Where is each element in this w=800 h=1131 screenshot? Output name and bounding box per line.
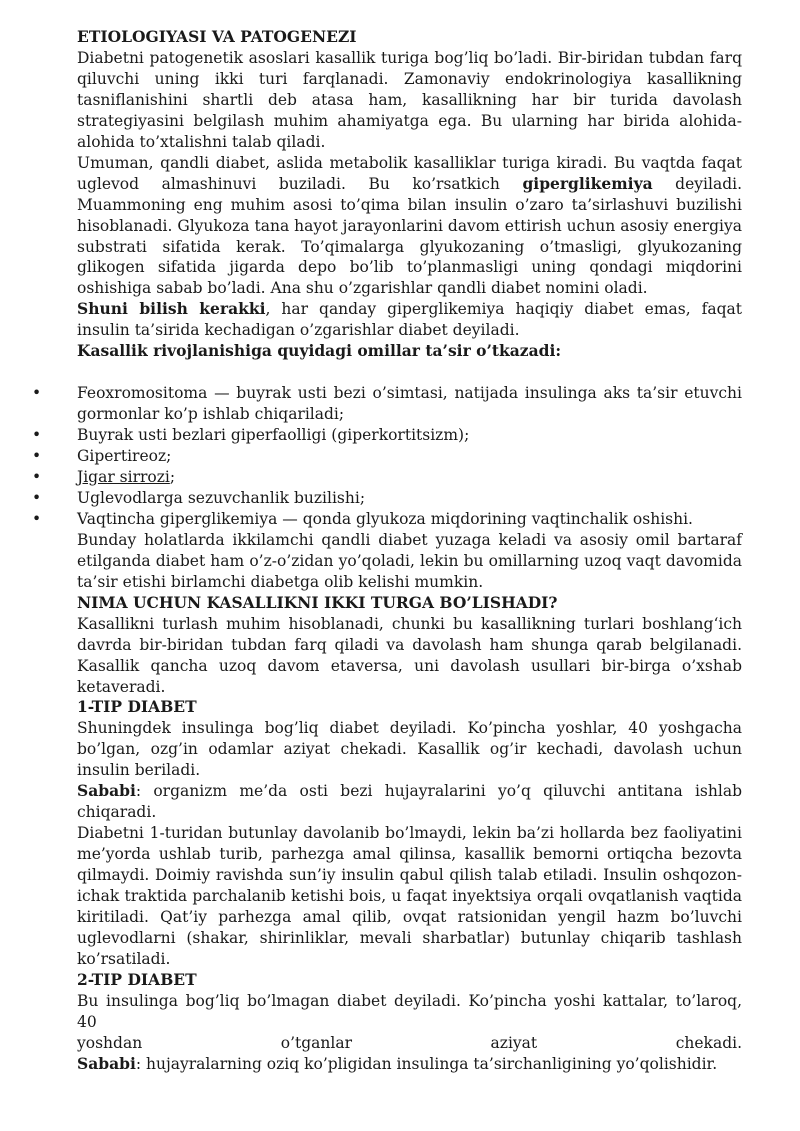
factors-list xyxy=(77,383,742,530)
paragraph-pathogenesis-basis: Diabetni patogenetik asoslari kasallik turiga bog’liq bo’ladi. Bir-biridan tubdan farq qiluvchi uning ikki turi farqlanadi. Zamonaviy endokrinologiya kasallikning tasniflanishini shartli deb atasa ham, kasallikning har bir turida davolash strategiyasini belgilash muhim ahamiyatga ega. Bu ularning har birida alohida-alohida to’xtalishni talab qiladi. xyxy=(77,48,742,151)
heading-etiology: ETIOLOGIYASI VA PATOGENEZI xyxy=(77,27,357,46)
heading-type2: 2-TIP DIABET xyxy=(77,969,197,989)
list-item xyxy=(77,467,742,488)
paragraph-type1-intro: Shuningdek insulinga bog’liq diabet deyiladi. Ko’pincha yoshlar, 40 yoshgacha bo’lgan, ozg’in odamlar aziyat chekadi. Kasallik og’ir kechadi, davolash uchun insulin beriladi. xyxy=(77,719,742,780)
paragraph-secondary-diabetes: Bunday holatlarda ikkilamchi qandli diabet yuzaga keladi va asosiy omil bartaraf etilganda diabet ham o’z-o’zidan yo’qoladi, lekin bu omillarning uzoq vaqt davomida ta’sir etishi birlamchi diabetga olib kelishi mumkin. xyxy=(77,530,742,591)
cause-label: Sababi xyxy=(77,781,136,801)
paragraph-type2-cause xyxy=(77,1054,742,1075)
term-hyperglycemia: giperglikemiya xyxy=(522,173,653,193)
paragraph-type2-intro-line2: yoshdan o’tganlar aziyat chekadi. xyxy=(77,1033,742,1052)
cause-label: Sababi xyxy=(77,1053,136,1073)
list-item: • Uglevodlarga sezuvchanlik buzilishi; xyxy=(77,488,742,509)
paragraph-note xyxy=(77,299,742,341)
note-text: , har qanday giperglikemiya haqiqiy diabet emas, faqat insulin ta’sirida kechadigan o’zgarishlar diabet deyiladi. xyxy=(77,300,742,340)
list-item: • Vaqtincha giperglikemiya — qonda glyukoza miqdorining vaqtinchalik oshishi. xyxy=(77,509,742,530)
paragraph-type1-cause xyxy=(77,781,742,823)
list-item: • Gipertireoz; xyxy=(77,446,742,467)
paragraph-type2-intro-line1: Bu insulinga bog’liq bo’lmagan diabet deyiladi. Ko’pincha yoshi kattalar, to’laroq, 40 xyxy=(77,991,742,1031)
heading-why-two-types: NIMA UCHUN KASALLIKNI IKKI TURGA BO’LISHADI? xyxy=(77,592,558,612)
paragraph-type1-treatment: Diabetni 1-turidan butunlay davolanib bo’lmaydi, lekin ba’zi hollarda bez faoliyatini me’yorda ushlab turib, parhezga amal qilinsa, kasallik bemorni ortiqcha bezovta qilmaydi. Doimiy ravishda sun’iy insulin qabul qilish talab etiladi. Insulin oshqozon-ichak traktida parchalanib ketishi bois, u faqat inyektsiya orqali ovqatlanish vaqtida kiritiladi. Qat’iy parhezga amal qilib, ovqat ratsionidan yengil hazm bo’luvchi uglevodlarni (shakar, shirinliklar, mevali sharbatlar) butunlay chiqarib tashlash ko’rsatiladi. xyxy=(77,824,742,968)
note-lead: Shuni bilish kerakki xyxy=(77,299,266,319)
link-liver-cirrhosis[interactable]: Jigar sirrozi xyxy=(77,468,170,486)
paragraph-metabolic xyxy=(77,153,742,300)
document-page xyxy=(77,27,742,1075)
cause-text: : organizm me’da osti bezi hujayralarini yo’q qiluvchi antitana ishlab chiqaradi. xyxy=(77,782,742,822)
paragraph-classification: Kasallikni turlash muhim hisoblanadi, chunki bu kasallikning turlari boshlang‘ich davrda bir-biridan tubdan farq qiladi va davolash ham shunga qarab belgilanadi. Kasallik qancha uzoq davom etaversa, uni davolash usullari bir-birga o’xshab ketaveradi. xyxy=(77,614,742,696)
list-item: • Feoxromositoma — buyrak usti bezi o’simtasi, natijada insulinga aks ta’sir etuvchi gormonlar ko’p ishlab chiqariladi; xyxy=(77,383,742,425)
heading-type1: 1-TIP DIABET xyxy=(77,697,197,717)
p2-text-start: Umuman, qandli diabet, aslida metabolik kasalliklar turiga kiradi. Bu vaqtda faqat uglevod almashinuvi buziladi. Bu ko’rsatkich xyxy=(77,153,742,193)
p2-text-end: deyiladi. Muammoning eng muhim asosi to’qima bilan insulin o’zaro ta’sirlashuvi buzilishi hisoblanadi. Glyukoza tana hayot jarayonlarini davom ettirish uchun asosiy energiya substrati sifatida kerak. To’qimalarga glyukozaning o’tmasligi, glyukozaning glikogen sifatida jigarda depo bo’lib to’planmasligi uning qondagi miqdorini oshishiga sabab bo’ladi. Ana shu o’zgarishlar qandli diabet nomini oladi. xyxy=(77,174,742,298)
cause-text: : hujayralarning oziq ko’pligidan insulinga ta’sirchanligining yo’qolishidir. xyxy=(135,1054,718,1073)
list-item-suffix: ; xyxy=(169,468,176,486)
heading-factors: Kasallik rivojlanishiga quyidagi omillar ta’sir o’tkazadi: xyxy=(77,341,562,361)
list-item: • Buyrak usti bezlari giperfaolligi (giperkortitsizm); xyxy=(77,425,742,446)
